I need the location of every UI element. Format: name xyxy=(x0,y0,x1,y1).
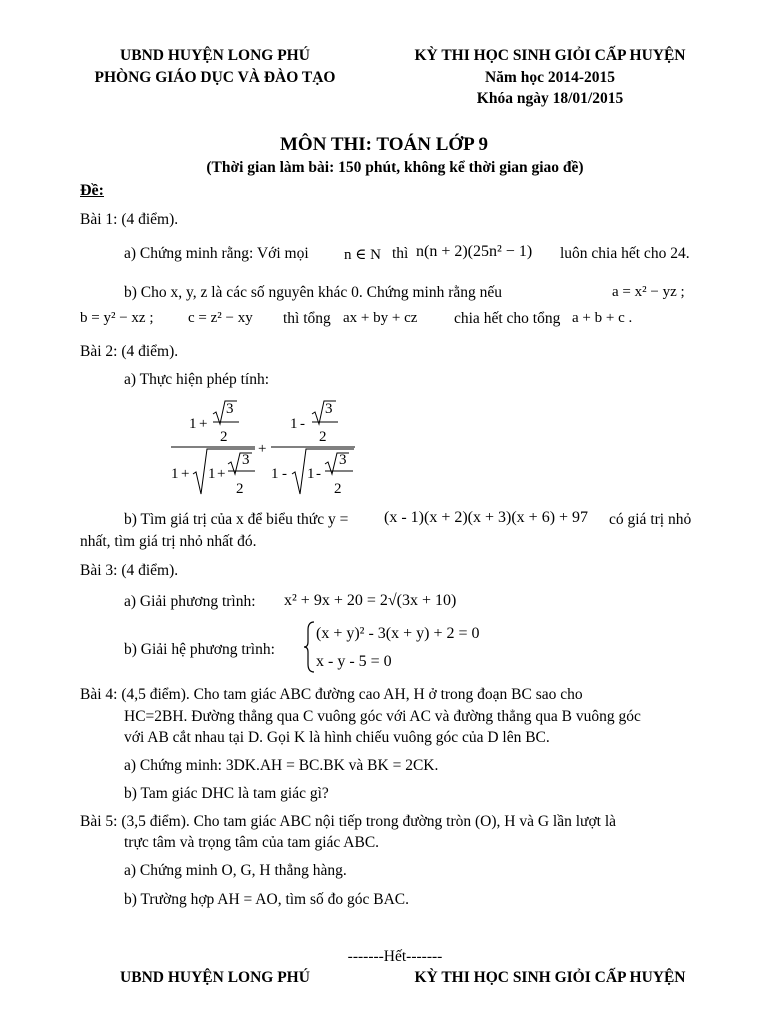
bai1-heading: Bài 1: (4 điểm). xyxy=(80,211,179,228)
svg-text:1: 1 xyxy=(307,466,315,482)
bai4-line2: HC=2BH. Đường thẳng qua C vuông góc với AC và đường thẳng qua B vuông góc xyxy=(124,708,641,725)
exam-subtitle: (Thời gian làm bài: 150 phút, không kể thời gian giao đề) xyxy=(206,159,584,176)
svg-text:-: - xyxy=(282,466,287,482)
svg-text:1: 1 xyxy=(290,416,298,432)
header-left-line1: UBND HUYỆN LONG PHÚ xyxy=(120,47,310,64)
bai2-b-suffix: có giá trị nhỏ xyxy=(609,511,692,528)
svg-text:+: + xyxy=(258,441,267,457)
header-right-line1: KỲ THI HỌC SINH GIỎI CẤP HUYỆN xyxy=(414,47,686,64)
bai1-a-cond: n ∈ N xyxy=(344,247,381,263)
bai1-a-prefix: a) Chứng minh rằng: Với mọi xyxy=(124,245,309,262)
bai3-a-label: a) Giải phương trình: xyxy=(124,593,256,610)
bai2-b-expr: (x - 1)(x + 2)(x + 3)(x + 6) + 97 xyxy=(384,509,589,526)
header-right-line2: Năm học 2014-2015 xyxy=(484,69,616,86)
bai2-b-prefix: b) Tìm giá trị của x để biểu thức y = xyxy=(124,511,349,528)
exam-title: MÔN THI: TOÁN LỚP 9 xyxy=(280,134,488,155)
svg-text:2: 2 xyxy=(319,429,327,445)
bai4-a: a) Chứng minh: 3DK.AH = BC.BK và BK = 2CK. xyxy=(124,757,439,774)
bai2-b-line2: nhất, tìm giá trị nhỏ nhất đó. xyxy=(80,533,257,550)
svg-text:+: + xyxy=(217,466,226,482)
bai1-a-suffix: luôn chia hết cho 24. xyxy=(560,245,690,262)
bai4-b: b) Tam giác DHC là tam giác gì? xyxy=(124,785,329,802)
svg-text:1: 1 xyxy=(171,466,179,482)
bai3-b-label: b) Giải hệ phương trình: xyxy=(124,641,275,658)
bai5-line1: Bài 5: (3,5 điểm). Cho tam giác ABC nội tiếp trong đường tròn (O), H và G lần lượt là xyxy=(80,813,617,830)
bai1-b-thi-tong: thì tổng xyxy=(283,310,331,327)
bai2-heading: Bài 2: (4 điểm). xyxy=(80,343,179,360)
bai5-b: b) Trường hợp AH = AO, tìm số đo góc BAC. xyxy=(124,891,410,908)
svg-text:1: 1 xyxy=(189,416,197,432)
header-right-line3: Khóa ngày 18/01/2015 xyxy=(476,90,624,107)
svg-text:1: 1 xyxy=(208,466,216,482)
bai3-b-eq2: x - y - 5 = 0 xyxy=(316,653,392,670)
footer-left: UBND HUYỆN LONG PHÚ xyxy=(120,969,310,986)
bai1-b-chia: chia hết cho tổng xyxy=(454,310,561,327)
svg-text:+: + xyxy=(181,466,190,482)
bai5-line2: trực tâm và trọng tâm của tam giác ABC. xyxy=(124,834,380,851)
header-left-line2: PHÒNG GIÁO DỤC VÀ ĐÀO TẠO xyxy=(94,69,336,86)
bai3-b-eq1: (x + y)² - 3(x + y) + 2 = 0 xyxy=(316,625,480,642)
svg-text:3: 3 xyxy=(339,452,347,468)
svg-text:-: - xyxy=(316,466,321,482)
svg-text:2: 2 xyxy=(236,481,244,497)
bai2-a-formula xyxy=(165,396,365,500)
svg-text:2: 2 xyxy=(220,429,228,445)
svg-text:+: + xyxy=(199,416,208,432)
bai1-b-a-expr: a = x² − yz ; xyxy=(612,284,685,300)
bai1-b-line1: b) Cho x, y, z là các số nguyên khác 0. Chứng minh rằng nếu xyxy=(124,284,503,301)
bai1-a-thi: thì xyxy=(392,245,409,262)
footer-right: KỲ THI HỌC SINH GIỎI CẤP HUYỆN xyxy=(414,969,686,986)
svg-text:2: 2 xyxy=(334,481,342,497)
bai3-heading: Bài 3: (4 điểm). xyxy=(80,562,179,579)
bai5-a: a) Chứng minh O, G, H thẳng hàng. xyxy=(124,862,347,879)
system-brace xyxy=(302,620,316,674)
bai1-b-sum2: a + b + c . xyxy=(572,310,633,326)
bai4-line1: Bài 4: (4,5 điểm). Cho tam giác ABC đường cao AH, H ở trong đoạn BC sao cho xyxy=(80,686,583,703)
bai2-a-label: a) Thực hiện phép tính: xyxy=(124,371,269,388)
bai1-b-sum1: ax + by + cz xyxy=(343,310,418,326)
bai1-b-c-expr: c = z² − xy xyxy=(188,310,253,326)
svg-text:3: 3 xyxy=(242,452,250,468)
de-label: Đề: xyxy=(80,182,104,199)
svg-text:-: - xyxy=(300,416,305,432)
svg-text:3: 3 xyxy=(226,401,234,417)
end-mark: -------Hết------- xyxy=(347,948,443,965)
bai4-line3: với AB cắt nhau tại D. Gọi K là hình chiếu vuông góc của D lên BC. xyxy=(124,729,550,746)
bai1-b-b-expr: b = y² − xz ; xyxy=(80,310,154,326)
svg-text:1: 1 xyxy=(271,466,279,482)
bai1-a-expr: n(n + 2)(25n² − 1) xyxy=(416,243,533,260)
svg-text:3: 3 xyxy=(325,401,333,417)
bai3-a-expr: x² + 9x + 20 = 2√(3x + 10) xyxy=(284,592,457,609)
